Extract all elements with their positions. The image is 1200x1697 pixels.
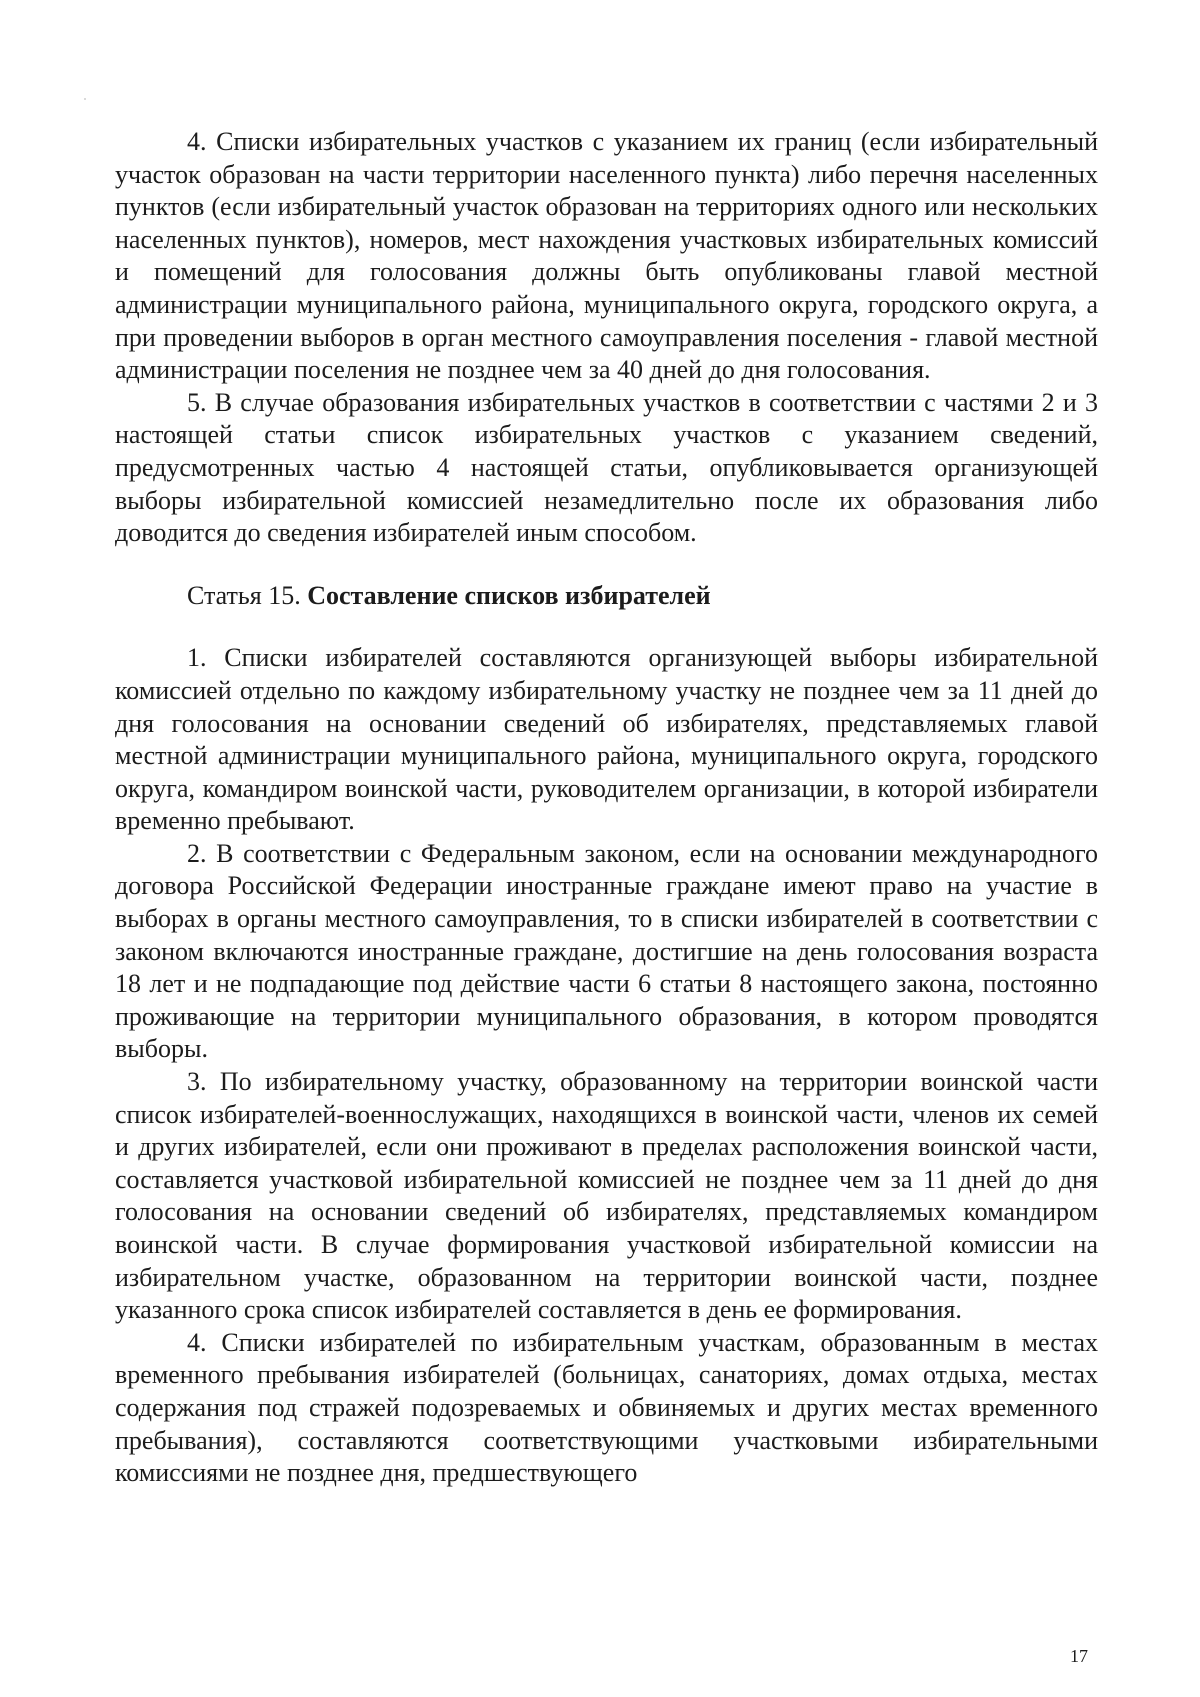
page-number: 17 [1070,1646,1088,1666]
paragraph-military-unit: 3. По избирательному участку, образованному на территории воинской части список избирателей-военнослужащих, находящихся в воинской части, членов их семей и других избирателей, если они проживают в пределах расположения воинской части, составляется участковой избирательной комиссией не позднее чем за 11 дней до дня голосования на основании сведений об избирателях, представляемых командиром воинской части. В случае формирования участковой избирательной комиссии на избирательном участке, образованном на территории воинской части, позднее указанного срока список избирателей составляется в день ее формирования. [115,1067,1098,1325]
article-title: Составление списков избирателей [307,580,711,610]
paragraph-polling-stations-publication: 5. В случае образования избирательных участков в соответствии с частями 2 и 3 настоящей статьи список избирательных участков с указанием сведений, предусмотренных частью 4 настоящей статьи, опубликовывается организующей выборы избирательной комиссией незамедлительно после их образования либо доводится до сведения избирателей иным способом. [115,387,1098,548]
scan-speck [84,98,86,100]
article-label: Статья 15. [187,580,308,610]
article-heading [115,580,1098,613]
paragraph-foreign-citizens: 2. В соответствии с Федеральным законом, если на основании международного договора Российской Федерации иностранные граждане имеют право на участие в выборах в органы местного самоуправления, то в списки избирателей в соответствии с законом включаются иностранные граждане, достигшие на день голосования возраста 18 лет и не подпадающие под действие части 6 статьи 8 настоящего закона, постоянно проживающие на территории муниципального образования, в котором проводятся выборы. [115,838,1098,1064]
paragraph-temporary-stay: 4. Списки избирателей по избирательным участкам, образованным в местах временного пребывания избирателей (больницах, санаториях, домах отдыха, местах содержания под стражей подозреваемых и обвиняемых и других местах временного пребывания), составляются соответствующими участковыми избирательными комиссиями не позднее дня, предшествующего [115,1327,1098,1488]
paragraph-polling-stations-lists: 4. Списки избирательных участков с указанием их границ (если избирательный участок образован на части территории населенного пункта) либо перечня населенных пунктов (если избирательный участок образован на территориях одного или нескольких населенных пунктов), номеров, мест нахождения участковых избирательных комиссий и помещений для голосования должны быть опубликованы главой местной администрации муниципального района, муниципального округа, городского округа, а при проведении выборов в орган местного самоуправления поселения - главой местной администрации поселения не позднее чем за 40 дней до дня голосования. [115,127,1098,385]
paragraph-voter-lists-compilation: 1. Списки избирателей составляются организующей выборы избирательной комиссией отдельно по каждому избирательному участку не позднее чем за 11 дней до дня голосования на основании сведений об избирателях, представляемых главой местной администрации муниципального района, муниципального округа, городского округа, командиром воинской части, руководителем организации, в которой избиратели временно пребывают. [115,643,1098,836]
document-body [115,126,1098,1490]
